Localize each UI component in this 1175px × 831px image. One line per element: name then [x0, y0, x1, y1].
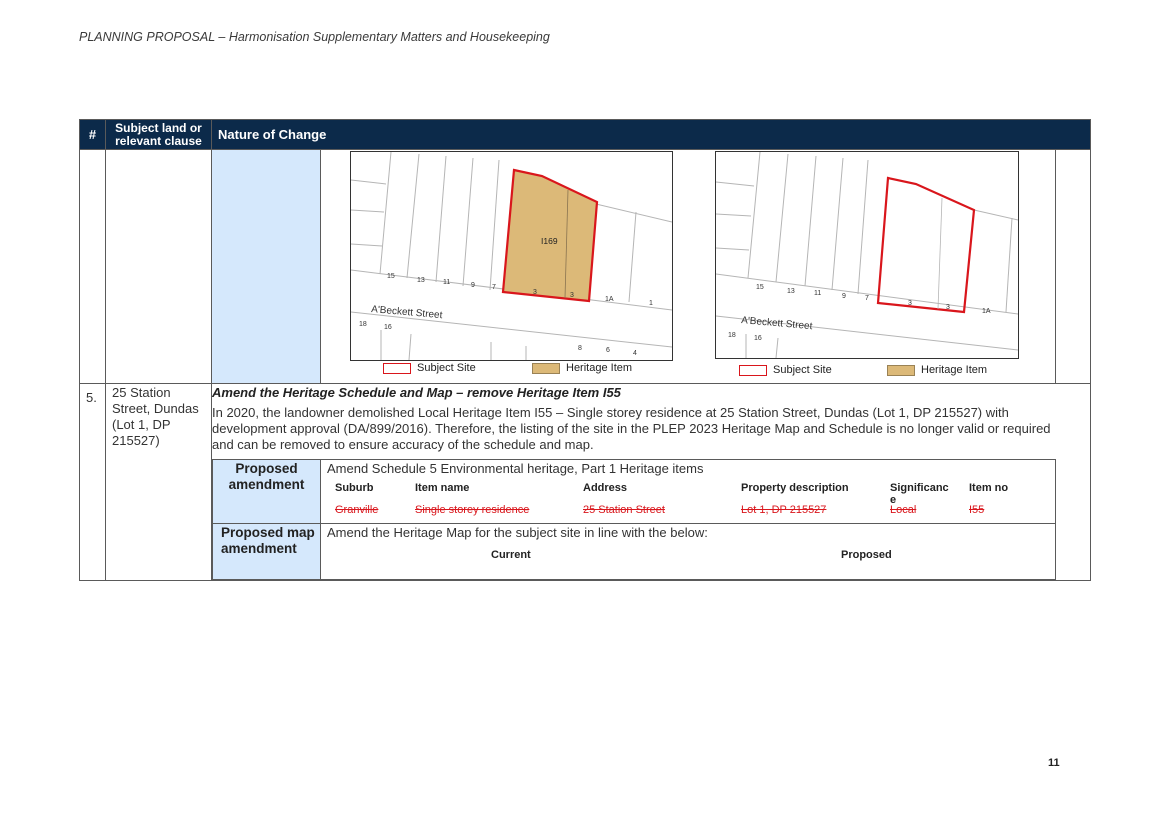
schedule-col-property — [741, 482, 890, 516]
header-nature: Nature of Change — [212, 120, 1091, 150]
schedule-header: Suburb — [335, 482, 374, 494]
lot-label: I169 — [541, 236, 558, 246]
current-map-legend-subject — [383, 362, 476, 374]
schedule-value: Local — [890, 504, 917, 516]
house-number: 7 — [865, 295, 869, 302]
schedule-value: I55 — [969, 504, 985, 516]
house-number: 7 — [492, 284, 496, 291]
house-number: 13 — [417, 277, 425, 284]
proposed-map-drawing — [716, 152, 1018, 358]
proposed-map-legend-heritage — [887, 364, 987, 376]
schedule-header: Significance — [890, 482, 949, 506]
subject-site-swatch — [383, 363, 411, 374]
schedule-col-item-no — [969, 482, 1029, 516]
house-number: 8 — [578, 345, 582, 352]
current-map-legend-heritage — [532, 362, 632, 374]
amendment-description: In 2020, the landowner demolished Local Heritage Item I55 – Single storey residence at 25 Station Street, Dundas (Lot 1, DP 215527) with development approval (DA/899/2016). Therefore, the listing of the site in the PLEP 2023 Heritage Map and Schedule is no longer valid or required and can be removed to ensure accuracy of the schedule and map. — [212, 405, 1051, 452]
proposed-map-caption: Proposed — [841, 549, 892, 561]
empty-num-cell — [80, 150, 106, 384]
proposed-map-legend-subject — [739, 364, 832, 376]
street-label: A'Beckett Street — [370, 304, 443, 322]
legend-label: Heritage Item — [921, 364, 988, 376]
house-number: 13 — [787, 288, 795, 295]
house-number: 16 — [754, 335, 762, 342]
empty-subject-cell — [106, 150, 212, 384]
amendment-detail-table — [212, 459, 1056, 580]
house-number: 1A — [982, 308, 991, 315]
schedule-value: Granville — [335, 504, 379, 516]
heritage-item-swatch — [532, 363, 560, 374]
house-number: 18 — [359, 321, 367, 328]
proposed-amendment-row — [213, 460, 1056, 524]
schedule-title: Amend Schedule 5 Environmental heritage, Part 1 Heritage items — [327, 461, 704, 476]
house-number: 11 — [443, 279, 451, 286]
house-number: 15 — [387, 273, 395, 280]
current-map-caption: Current — [491, 549, 531, 561]
legend-label: Heritage Item — [566, 362, 633, 374]
map-amendment-row — [213, 524, 1056, 580]
proposed-amendment-content — [321, 460, 1056, 524]
schedule-col-suburb — [335, 482, 415, 516]
house-number: 9 — [842, 293, 846, 300]
house-number: 4 — [633, 350, 637, 357]
house-number: 11 — [814, 290, 822, 297]
house-number: 16 — [384, 324, 392, 331]
house-number: 6 — [606, 347, 610, 354]
proposed-map — [715, 151, 1019, 359]
current-map-drawing — [351, 152, 672, 360]
nature-of-change-table — [79, 119, 1091, 581]
schedule-header: Item no — [969, 482, 1009, 494]
house-number: 15 — [756, 284, 764, 291]
house-number: 1 — [649, 300, 653, 307]
schedule-value: 25 Station Street — [583, 504, 665, 516]
schedule-col-address — [583, 482, 741, 516]
table-header-row — [80, 120, 1091, 150]
heritage-item-swatch — [887, 365, 915, 376]
current-map — [350, 151, 673, 361]
house-number: 3 — [908, 300, 912, 307]
header-subject: Subject land or relevant clause — [106, 120, 212, 150]
house-number: 9 — [471, 282, 475, 289]
table-row-5 — [80, 384, 1091, 581]
proposed-amendment-label: Proposed amendment — [213, 460, 321, 524]
schedule-value: Single storey residence — [415, 504, 530, 516]
subject-site-lot — [878, 178, 974, 312]
map-amendment-text: Amend the Heritage Map for the subject site in line with the below: — [327, 525, 708, 540]
maps-cell — [212, 150, 1091, 384]
page-header: PLANNING PROPOSAL – Harmonisation Supplementary Matters and Housekeeping — [79, 30, 550, 44]
heritage-schedule — [321, 476, 1055, 516]
house-number: 3 — [533, 289, 537, 296]
house-number: 3 — [946, 304, 950, 311]
amendment-title: Amend the Heritage Schedule and Map – remove Heritage Item I55 — [212, 385, 621, 400]
street-label: A'Beckett Street — [740, 315, 813, 333]
house-number: 1A — [605, 296, 614, 303]
legend-label: Subject Site — [773, 364, 832, 376]
row-number: 5. — [80, 384, 106, 581]
row-subject: 25 Station Street, Dundas (Lot 1, DP 215527) — [106, 384, 212, 581]
schedule-value: Lot 1, DP 215527 — [741, 504, 827, 516]
legend-label: Subject Site — [417, 362, 476, 374]
schedule-header: Address — [583, 482, 628, 494]
subject-site-swatch — [739, 365, 767, 376]
schedule-col-significance — [890, 482, 969, 516]
label-column-continuation — [212, 150, 321, 383]
map-amendment-content — [321, 524, 1056, 580]
header-num: # — [80, 120, 106, 150]
map-amendment-label: Proposed map amendment — [213, 524, 321, 580]
schedule-header: Property description — [741, 482, 849, 494]
house-number: 18 — [728, 332, 736, 339]
table-row-maps — [80, 150, 1091, 384]
house-number: 3 — [570, 292, 574, 299]
page-number: 11 — [1048, 757, 1060, 769]
schedule-header: Item name — [415, 482, 470, 494]
schedule-col-item-name — [415, 482, 583, 516]
row-nature — [212, 384, 1091, 581]
